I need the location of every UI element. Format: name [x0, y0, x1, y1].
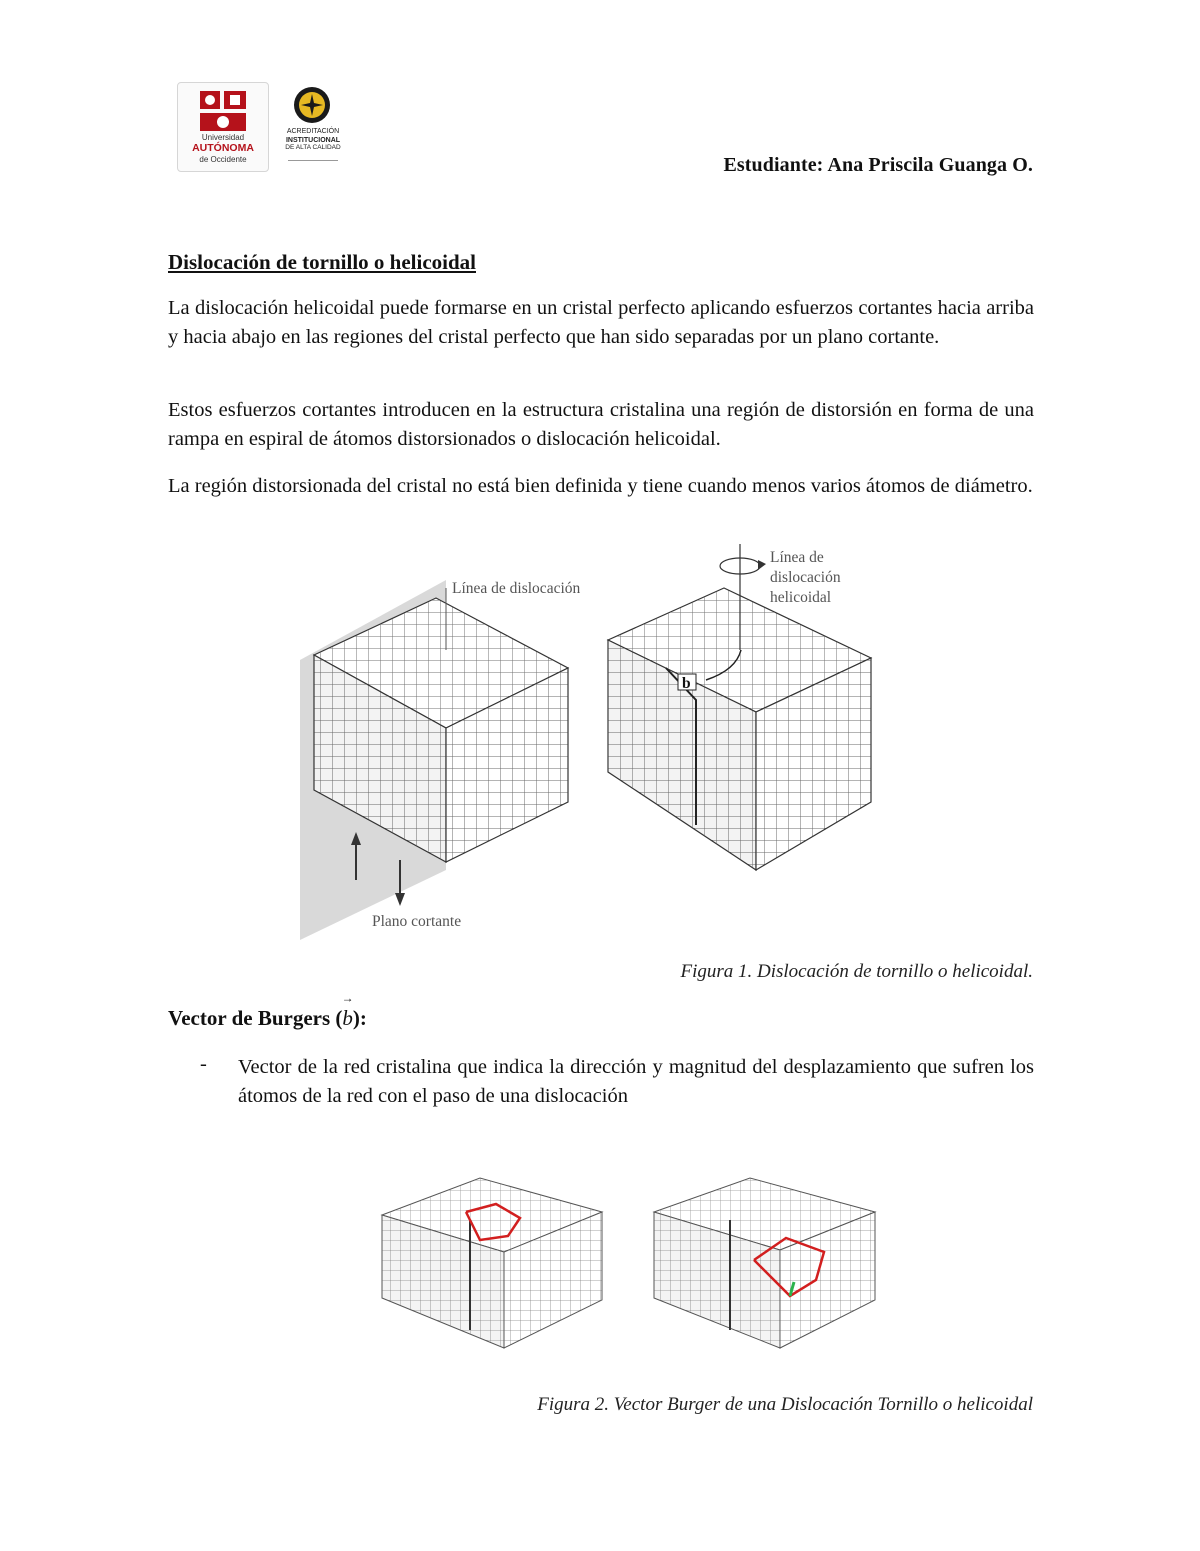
- section-title: Dislocación de tornillo o helicoidal: [168, 250, 476, 274]
- label-burgers-b: b: [682, 675, 691, 692]
- university-logo-mark-icon: [200, 91, 246, 131]
- accreditation-seal-icon: [293, 86, 331, 124]
- figure-2-caption: Figura 2. Vector Burger de una Dislocación Tornillo o helicoidal: [537, 1394, 1033, 1415]
- figure-1-screw-dislocation: [296, 540, 886, 950]
- figure-2-burgers-vector: [370, 1170, 900, 1370]
- accreditation-line2: INSTITUCIONAL: [285, 137, 341, 144]
- university-logo-line3: de Occidente: [199, 155, 247, 164]
- university-logo-line1: Universidad: [201, 133, 245, 142]
- burgers-vector-heading: [168, 991, 367, 1031]
- accreditation-logo: [280, 86, 346, 170]
- vector-arrow-icon: →: [341, 991, 354, 1005]
- label-cutting-plane: Plano cortante: [372, 913, 462, 930]
- paragraph-2: Estos esfuerzos cortantes introducen en la estructura cristalina una región de distorsión en forma de una rampa en espiral de átomos distorsionados o dislocación helicoidal.: [168, 399, 1034, 450]
- burgers-block-right: [654, 1178, 875, 1348]
- accreditation-line3: DE ALTA CALIDAD: [285, 144, 341, 151]
- student-name: Estudiante: Ana Priscila Guanga O.: [723, 154, 1033, 176]
- label-helical-line-1: Línea de: [770, 549, 824, 566]
- burgers-symbol-letter: b: [342, 1006, 353, 1030]
- burgers-definition: Vector de la red cristalina que indica la dirección y magnitud del desplazamiento que sufren los átomos de la red con el paso de una dislocación: [238, 1056, 1034, 1107]
- university-logo-line2: AUTÓNOMA: [192, 142, 254, 154]
- bullet-marker: -: [200, 1053, 207, 1075]
- label-helical-line-2: dislocación: [770, 569, 841, 586]
- accreditation-line1: ACREDITACIÓN: [286, 128, 340, 135]
- label-helical-line-3: helicoidal: [770, 589, 832, 606]
- burgers-title-suffix: ):: [352, 1006, 367, 1030]
- accreditation-fineprint-line: [288, 154, 338, 161]
- university-logo: [177, 82, 269, 172]
- figure-1-caption: Figura 1. Dislocación de tornillo o helicoidal.: [680, 961, 1033, 982]
- paragraph-1: La dislocación helicoidal puede formarse en un cristal perfecto aplicando esfuerzos cortantes hacia arriba y hacia abajo en las regiones del cristal perfecto que han sido separadas por un plano cortante.: [168, 297, 1034, 348]
- burgers-symbol: [341, 991, 354, 1031]
- burgers-block-left: [382, 1178, 602, 1348]
- label-dislocation-line: Línea de dislocación: [452, 580, 581, 597]
- paragraph-3: La región distorsionada del cristal no está bien definida y tiene cuando menos varios átomos de diámetro.: [168, 475, 1033, 497]
- burgers-title-prefix: Vector de Burgers (: [168, 1006, 343, 1030]
